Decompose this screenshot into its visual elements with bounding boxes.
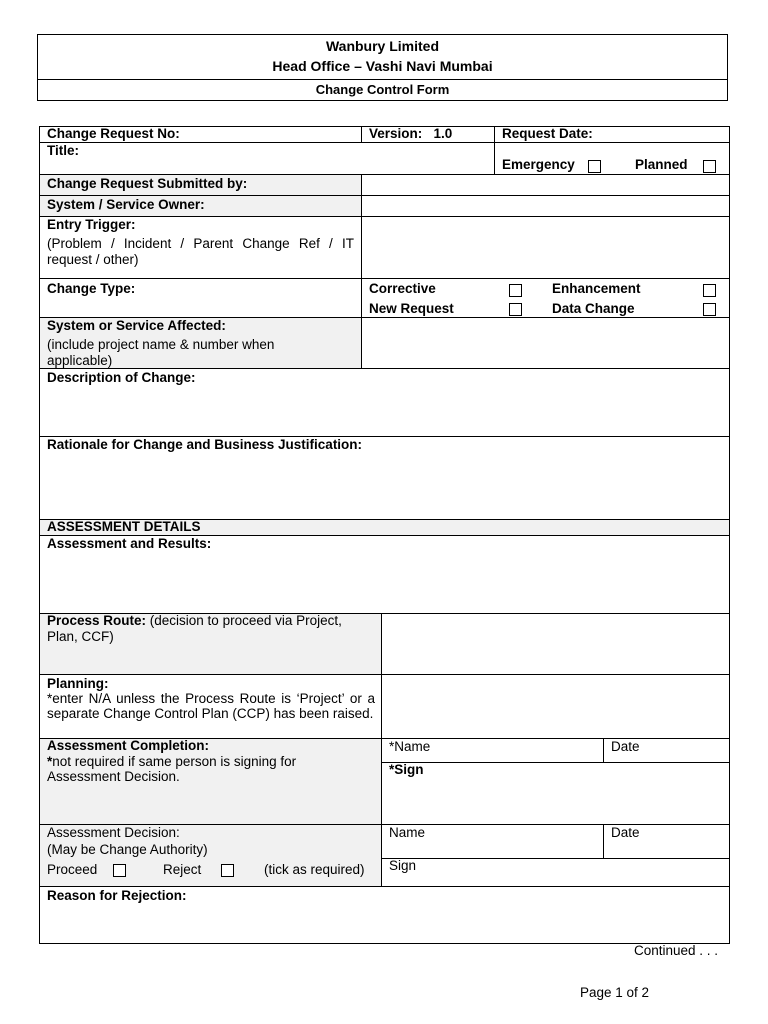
name-label: Name (389, 825, 426, 840)
completion-note-text: not required if same person is signing for Assessment Decision. (47, 754, 297, 784)
change-type-label: Change Type: (47, 281, 136, 296)
vline (494, 126, 495, 174)
vline (603, 738, 604, 762)
proceed-label: Proceed (47, 862, 98, 877)
process-route-label (47, 613, 367, 645)
completion-note-star: * (47, 754, 53, 769)
hline (39, 142, 730, 143)
new-request-checkbox[interactable] (509, 303, 522, 316)
emergency-label: Emergency (502, 157, 575, 172)
version-value: 1.0 (433, 126, 453, 141)
hline (39, 278, 730, 279)
system-affected-label: System or Service Affected: (47, 318, 226, 333)
date-label-1: Date (611, 739, 640, 754)
change-request-no-label: Change Request No: (47, 126, 180, 141)
version-label-text: Version: (369, 126, 423, 141)
title-label: Title: (47, 143, 80, 158)
vline (361, 126, 362, 142)
planning-note: *enter N/A unless the Process Route is ‘Project’ or a separate Change Control Plan (CCP) has been raised. (47, 691, 375, 721)
entry-trigger-note: (Problem / Incident / Parent Change Ref / IT request / other) (47, 236, 354, 267)
assessment-details-heading: ASSESSMENT DETAILS (47, 519, 201, 534)
submitted-by-label: Change Request Submitted by: (47, 176, 248, 191)
data-change-checkbox[interactable] (703, 303, 716, 316)
hline (39, 174, 730, 175)
tick-required-note: (tick as required) (264, 862, 365, 877)
process-route-note: (decision to proceed via Project, Plan, CCF) (47, 613, 342, 644)
vline (361, 174, 362, 368)
corrective-label: Corrective (369, 281, 436, 296)
hline (381, 762, 730, 763)
process-route-bold: Process Route: (47, 613, 147, 628)
assessment-completion-label: Assessment Completion: (47, 738, 210, 753)
planned-checkbox[interactable] (703, 160, 716, 173)
reject-label: Reject (163, 862, 202, 877)
continued-text: Continued . . . (634, 943, 719, 958)
enhancement-checkbox[interactable] (703, 284, 716, 297)
corrective-checkbox[interactable] (509, 284, 522, 297)
office-name: Head Office – Vashi Navi Mumbai (272, 58, 493, 74)
sign-label: Sign (389, 858, 417, 873)
entry-trigger-label: Entry Trigger: (47, 217, 136, 232)
vline (381, 613, 382, 886)
assessment-decision-label: Assessment Decision: (47, 825, 180, 840)
date-label-2: Date (611, 825, 640, 840)
version-label (369, 126, 452, 141)
page-number: Page 1 of 2 (580, 985, 650, 1000)
system-owner-label: System / Service Owner: (47, 197, 205, 212)
completion-note (47, 754, 347, 784)
header-divider (37, 79, 728, 80)
enhancement-label: Enhancement (552, 281, 641, 296)
hline (381, 858, 730, 859)
hline (39, 216, 730, 217)
planned-label: Planned (635, 157, 688, 172)
emergency-checkbox[interactable] (588, 160, 601, 173)
planning-label: Planning: (47, 676, 109, 691)
name-star-label: *Name (389, 739, 431, 754)
data-change-label: Data Change (552, 301, 635, 316)
assessment-results-label: Assessment and Results: (47, 536, 212, 551)
system-affected-note: (include project name & number when applicable) (47, 337, 275, 368)
hline (39, 886, 730, 887)
form-title: Change Control Form (315, 82, 450, 97)
reason-rejection-label: Reason for Rejection: (47, 888, 187, 903)
new-request-label: New Request (369, 301, 454, 316)
request-date-label: Request Date: (502, 126, 593, 141)
rationale-label: Rationale for Change and Business Justification: (47, 437, 363, 452)
hline (39, 195, 730, 196)
sign-star-label: *Sign (389, 762, 424, 777)
hline (39, 674, 730, 675)
vline (603, 824, 604, 858)
reject-checkbox[interactable] (221, 864, 234, 877)
proceed-checkbox[interactable] (113, 864, 126, 877)
company-name: Wanbury Limited (325, 38, 440, 54)
description-label: Description of Change: (47, 370, 196, 385)
change-authority-note: (May be Change Authority) (47, 842, 208, 857)
